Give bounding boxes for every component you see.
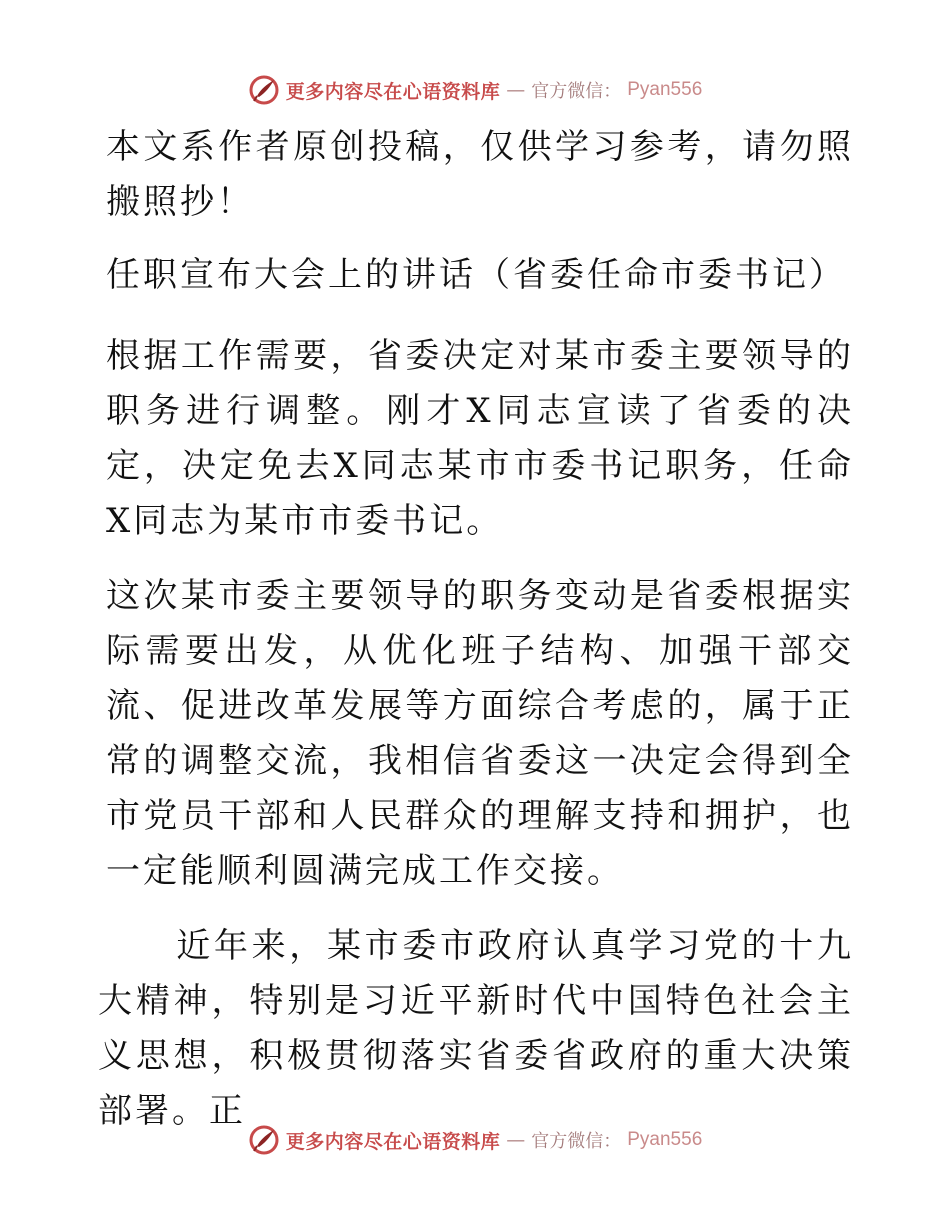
quill-logo-icon [248,74,280,106]
watermark-site-text: 更多内容尽在心语资料库 [285,80,501,103]
quill-logo-icon [248,1124,280,1156]
watermark-official-label: 官方微信： [531,1131,622,1152]
footer-watermark [0,1120,950,1160]
body-paragraph-1: 根据工作需要，省委决定对某市委主要领导的职务进行调整。刚才X同志宣读了省委的决定，决定免去X同志某市市委书记职务，任命X同志为某市市委书记。 [106,336,854,541]
header-watermark [0,70,950,110]
document-title: 任职宣布大会上的讲话（省委任命市委书记） [106,255,846,295]
watermark-separator: — [506,79,526,101]
document-body [98,120,854,1159]
body-paragraph-2: 这次某市委主要领导的职务变动是省委根据实际需要出发，从优化班子结构、加强干部交流、促进改革发展等方面综合考虑的，属于正常的调整交流，我相信省委这一决定会得到全市党员干部和人民群众的理解支持和拥护，也一定能顺利圆满完成工作交接。 [106,576,854,891]
notice-paragraph: 本文系作者原创投稿，仅供学习参考，请勿照搬照抄！ [106,127,854,222]
watermark-wechat-id: Pyan556 [627,79,703,100]
body-paragraph-3: 近年来，某市委市政府认真学习党的十九大精神，特别是习近平新时代中国特色社会主义思想，积极贯彻落实省委省政府的重大决策部署。正 [98,926,854,1131]
watermark-separator: — [506,1129,526,1151]
watermark-wechat-id: Pyan556 [627,1129,703,1150]
watermark-site-text: 更多内容尽在心语资料库 [285,1130,501,1153]
watermark-official-label: 官方微信： [531,81,622,102]
